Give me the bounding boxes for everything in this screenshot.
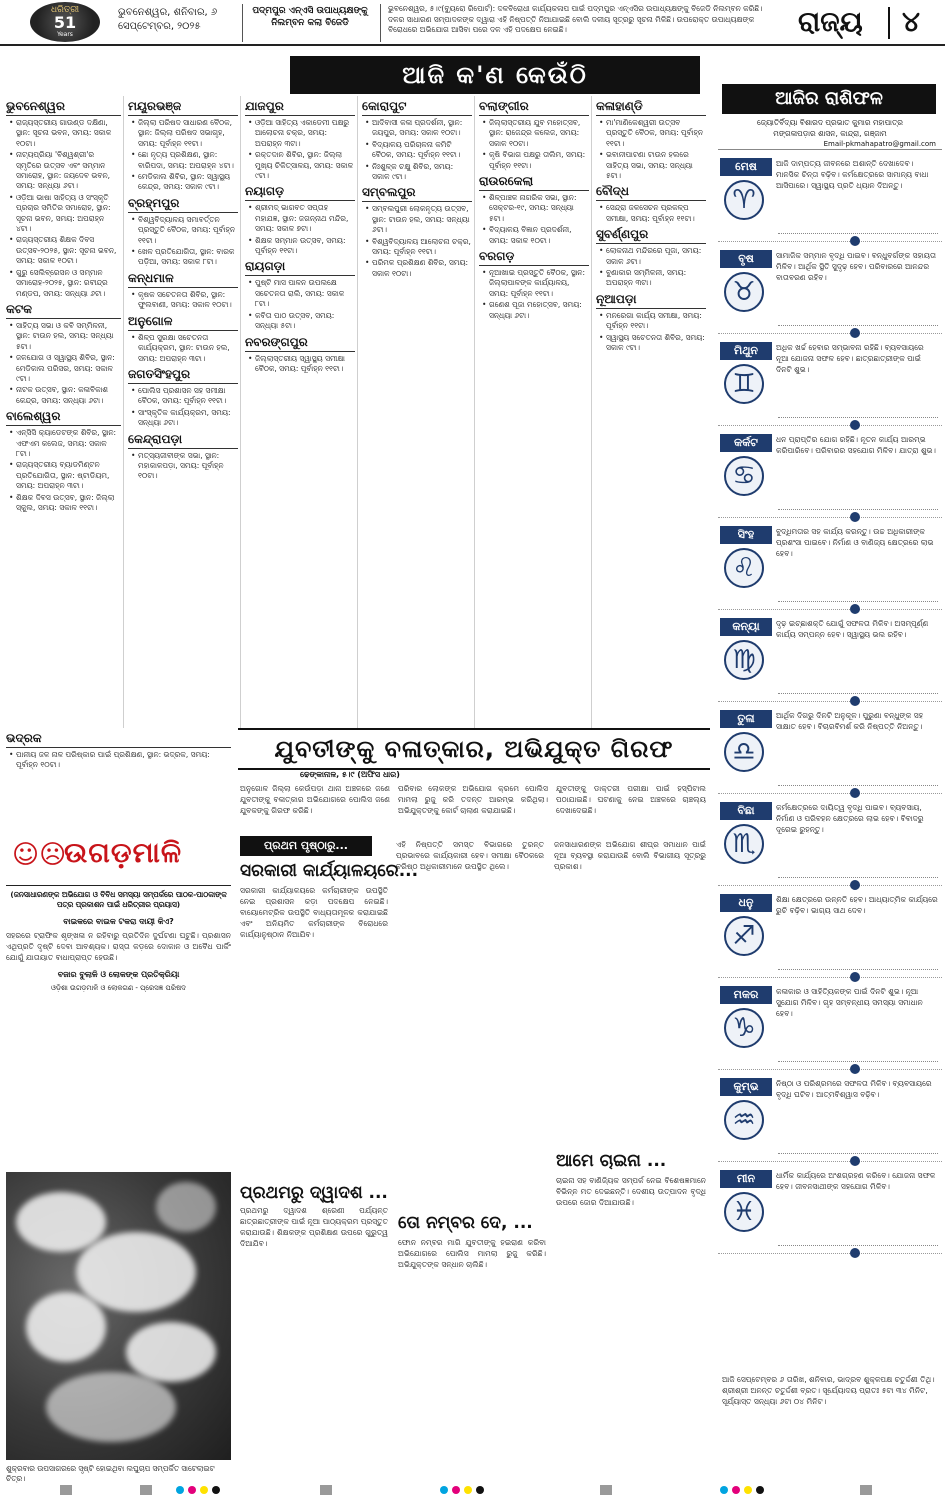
event-item: • ସାଂସ୍କୃତିକ କାର୍ଯ୍ୟକ୍ରମ, ସମୟ: ସନ୍ଧ୍ୟା ୬ଟା। xyxy=(131,408,238,429)
horoscope-sign xyxy=(718,886,942,978)
registration-dot xyxy=(720,1486,728,1494)
sign-prediction: ଧାର୍ମିକ କାର୍ଯ୍ୟରେ ଅଂଶଗ୍ରହଣ କରିବେ। ଯୋଜନା ସଫଳ ହେବ। ଜୀବନସାଥୀଙ୍କ ସହଯୋଗ ମିଳିବ। xyxy=(776,1171,936,1191)
event-item: • କୃଷି ବିଭାଗ ପକ୍ଷରୁ ତାଲିମ, ସମୟ: ପୂର୍ବାହ୍ନ ୧୧ଟା। xyxy=(482,150,589,171)
sign-name: ସିଂହ xyxy=(720,526,772,544)
registration-dot xyxy=(200,1486,208,1494)
zodiac-icon: ♍ xyxy=(724,640,764,680)
registration-dot xyxy=(176,1486,184,1494)
letter-question: ବାଇକରେ ବାଇକ ଟକରା ଦାୟୀ କିଏ? xyxy=(63,917,174,926)
registration-swatch xyxy=(600,1485,612,1495)
event-item: • ଏନ୍‌ସିସି କ୍ୟାଡେଟଙ୍କ ଶିବିର, ସ୍ଥାନ: ଏଫଏମ କଲେଜ, ସମୟ: ସକାଳ ୮ଟା। xyxy=(9,428,121,459)
event-item: • ରକ୍ତଦାନ ଶିବିର, ସ୍ଥାନ: ଜିଲ୍ଲା ମୁଖ୍ୟ ଚିକିତ୍ସାଳୟ, ସମୟ: ସକାଳ ୯ଟା। xyxy=(248,150,355,181)
event-item: • ମନରେଗା କାର୍ଯ୍ୟ ସମୀକ୍ଷା, ସମୟ: ପୂର୍ବାହ୍ନ ୧୧ଟା। xyxy=(599,311,706,332)
story-text: ଚାଇନା ସହ ବାଣିଜ୍ୟିକ ସମ୍ପର୍କ ନେଇ ବିଶେଷଜ୍ଞମାନେ ବିଭିନ୍ନ ମତ ଦେଇଛନ୍ତି। ଦେଶୀୟ ଉତ୍ପାଦନ ବୃଦ୍ଧି ଉପରେ ଜୋର ଦିଆଯାଉଛି। xyxy=(556,1176,706,1207)
event-item: • ମା'ମାଣିକେଶ୍ୱରୀ ଉତ୍ସବ ପ୍ରସ୍ତୁତି ବୈଠକ, ସମୟ: ପୂର୍ବାହ୍ନ ୧୧ଟା। xyxy=(599,118,706,149)
event-item: • ଖେଳ ପ୍ରତିଯୋଗିତା, ସ୍ଥାନ: ବାରକ ପଡ଼ିଆ, ସମୟ: ସକାଳ ୮ଟା। xyxy=(131,247,238,268)
anniversary-logo xyxy=(30,2,100,42)
bhadrak-events xyxy=(6,728,231,772)
event-item: • ନୂଆଖାଇ ପ୍ରସ୍ତୁତି ବୈଠକ, ସ୍ଥାନ: ଜିଲ୍ଲାପାଳଙ୍କ କାର୍ଯ୍ୟାଳୟ, ସମୟ: ପୂର୍ବାହ୍ନ ୧୧ଟା। xyxy=(482,268,589,299)
event-item: • କୃଷକ ସଚେତନତା ଶିବିର, ସ୍ଥାନ: ଫୁଲବାଣୀ, ସମୟ: ସକାଳ ୧୦ଟା। xyxy=(131,290,238,311)
registration-swatch xyxy=(320,1485,332,1495)
zodiac-icon: ♒ xyxy=(724,1100,764,1140)
event-item: • ଓଡ଼ିଆ ସାହିତ୍ୟ ଏକାଡେମୀ ପକ୍ଷରୁ ଆଲୋଚନା ଚକ୍ର, ସମୟ: ଅପରାହ୍ନ ୩ଟା। xyxy=(248,118,355,149)
city-heading: ରାୟଗଡ଼ା xyxy=(245,259,355,276)
event-item: • ମେଡିକାଲ ଶିବିର, ସ୍ଥାନ: ସ୍ୱାସ୍ଥ୍ୟ କେନ୍ଦ୍ର, ସମୟ: ସକାଳ ୯ଟା। xyxy=(131,172,238,193)
horoscope-sign xyxy=(718,610,942,702)
registration-dot xyxy=(744,1486,752,1494)
sign-prediction: ଶିକ୍ଷା କ୍ଷେତ୍ରରେ ଉନ୍ନତି ହେବ। ଆଧ୍ୟାତ୍ମିକ କାର୍ଯ୍ୟରେ ରୁଚି ବଢ଼ିବ। ଭାଗ୍ୟ ସାଥ ଦେବ। xyxy=(776,895,938,915)
story-heading[interactable]: ଆମେ ଚାଇନା ... xyxy=(556,1151,667,1171)
story-heading[interactable]: ସରକାରୀ କାର୍ଯ୍ୟାଳୟରେ... xyxy=(240,861,419,881)
horoscope-title: ଆଜିର ରାଶିଫଳ xyxy=(722,84,936,114)
zodiac-icon: ♑ xyxy=(724,1008,764,1048)
event-item: • ଶିଳ୍ପ ସୁରକ୍ଷା ସଚେତନତା କାର୍ଯ୍ୟକ୍ରମ, ସ୍ଥାନ: ଟାଉନ ହଲ, ସମୟ: ଅପରାହ୍ନ ୩ଟା। xyxy=(131,333,238,364)
divider xyxy=(380,4,381,42)
sign-prediction: ସାମାଜିକ ସମ୍ମାନ ବୃଦ୍ଧି ପାଇବ। ବନ୍ଧୁବର୍ଗଙ୍କ ସହାୟତା ମିଳିବ। ଆର୍ଥିକ ସ୍ଥିତି ସୁଦୃଢ଼ ହେବ। ପରିବାରରେ ଆନନ୍ଦର ବାତାବରଣ ରହିବ। xyxy=(776,251,937,282)
event-item: • ଜଳଯୋଗ ଓ ସ୍ୱାସ୍ଥ୍ୟ ଶିବିର, ସ୍ଥାନ: ମେଡିକାଲ ପରିସର, ସମୟ: ସକାଳ ୯ଟା। xyxy=(9,353,121,384)
city-heading: ନୂଆପଡ଼ା xyxy=(596,292,706,309)
event-item: • ନିଃଶୁଳ୍କ ଚକ୍ଷୁ ଶିବିର, ସମୟ: ସକାଳ ୯ଟା। xyxy=(365,162,472,183)
city-heading: ବୌଦ୍ଧ xyxy=(596,184,706,201)
promo-headline[interactable]: ପଦ୍ମପୁର ଏନ୍‌ଏସି ଉପାଧ୍ୟକ୍ଷଙ୍କୁ ନିଲମ୍ବନ କଲା ବିଜେଡି xyxy=(252,6,368,28)
story-text: ସରକାରୀ କାର୍ଯ୍ୟାଳୟରେ କର୍ମଚାରୀଙ୍କ ଉପସ୍ଥିତି ନେଇ ପ୍ରଶାସନ କଡ଼ା ପଦକ୍ଷେପ ନେଇଛି। ବାୟୋମେଟ୍ରିକ ଉପସ୍ଥିତି ବାଧ୍ୟତାମୂଳକ କରାଯାଇଛି ଏବଂ ଅନିୟମିତ କର୍ମଚାରୀଙ୍କ ବିରୋଧରେ କାର୍ଯ୍ୟାନୁଷ୍ଠାନ ନିଆଯିବ। xyxy=(240,886,388,939)
event-item: • ରାଜ୍ୟସ୍ତରୀୟ ଗାଉଣ୍ଡ ଦକ୍ଷିଣା, ସ୍ଥାନ: ସୂଚନା ଭବନ, ସମୟ: ସକାଳ ୧୦ଟା। xyxy=(9,118,121,149)
event-item: • ଶିଳ୍ପାଞ୍ଚଳ ନାଗରିକ ସଭା, ସ୍ଥାନ: ସେକ୍ଟର-୧୯, ସମୟ: ସନ୍ଧ୍ୟା ୫ଟା। xyxy=(482,193,589,224)
cartoon-faces-icon: ☺☹ xyxy=(12,840,67,870)
reader-letters-subtitle: (ଜନସାଧାରଣଙ୍କ ଅଭିଯୋଗ ଓ ବିବିଧ ସମସ୍ୟା ସମ୍ପର୍କରେ ପାଠକ-ପାଠକାଙ୍କ ପତ୍ର ପ୍ରକାଶନ ପାଇଁ ଧରିତ୍ରୀର ପ୍ରୟାସ) xyxy=(10,890,227,909)
event-item: • ବିଦ୍ୟାଳୟ ପରିଚାଳନା କମିଟି ବୈଠକ, ସମୟ: ପୂର୍ବାହ୍ନ ୧୧ଟା। xyxy=(365,140,472,161)
horoscope-signs xyxy=(718,150,942,1254)
horoscope-panel xyxy=(718,84,942,1497)
sign-prediction: ଅଧିକ ଖର୍ଚ୍ଚ ହେବାର ସମ୍ଭାବନା ରହିଛି। ବ୍ୟବସାୟରେ ନୂଆ ଯୋଜନା ସଫଳ ହେବ। ଛାତ୍ରଛାତ୍ରୀଙ୍କ ପାଇଁ ଦିନଟି ଶୁଭ। xyxy=(776,343,924,374)
event-item: • ରାଜ୍ୟସ୍ତରୀୟ ଶିକ୍ଷକ ଦିବସ ଉତ୍ସବ-୨୦୨୫, ସ୍ଥାନ: ସୂଚନା ଭବନ, ସମୟ: ସକାଳ ୧୦ଟା। xyxy=(9,235,121,266)
city-heading: କଳାହାଣ୍ଡି xyxy=(596,99,706,116)
event-item: • ପୋଲିସ ପ୍ରଶାସନ ସହ ସମୀକ୍ଷା ବୈଠକ, ସମୟ: ପୂର୍ବାହ୍ନ ୧୧ଟା। xyxy=(131,386,238,407)
city-heading: ସୁବର୍ଣ୍ଣପୁର xyxy=(596,227,706,244)
horoscope-sign xyxy=(718,1162,942,1254)
registration-dot xyxy=(464,1486,472,1494)
sign-name: କର୍କଟ xyxy=(720,434,772,452)
sign-name: ବୃଷ xyxy=(720,250,772,268)
sign-prediction: କଳାକାର ଓ ସାହିତ୍ୟିକଙ୍କ ପାଇଁ ଦିନଟି ଶୁଭ। ନୂଆ ସୁଯୋଗ ମିଳିବ। ଗୃହ ସମ୍ବନ୍ଧୀୟ ସମସ୍ୟା ସମାଧାନ ହେବ। xyxy=(776,987,923,1018)
events-column xyxy=(240,96,355,728)
registration-dot xyxy=(440,1486,448,1494)
registration-swatch xyxy=(860,1485,872,1495)
section-label xyxy=(790,3,940,43)
event-item: • ଗୁରୁ ସେଲିବ୍ରେସନ ଓ ସମ୍ମାନ ସମାରୋହ-୨୦୨୫, ସ୍ଥାନ: ରବୀନ୍ଦ୍ର ମଣ୍ଡପ, ସମୟ: ସନ୍ଧ୍ୟା ୬ଟା। xyxy=(9,268,121,299)
event-item: • ଶିକ୍ଷକ ସମ୍ମାନ ଉତ୍ସବ, ସମୟ: ପୂର୍ବାହ୍ନ ୧୧ଟା। xyxy=(248,236,355,257)
city-heading: କୋରାପୁଟ xyxy=(362,99,472,116)
sign-name: ତୁଳା xyxy=(720,710,772,728)
event-item: • ବୁଣାକାର ସମ୍ମିଳନୀ, ସମୟ: ଅପରାହ୍ନ ୩ଟା। xyxy=(599,268,706,289)
city-heading: କଟକ xyxy=(6,302,121,319)
astrologer-name: ଜ୍ୟୋତିର୍ବିଦ୍ୟା ବିଶାରଦ ପ୍ରଭାତ କୁମାର ମହାପାତ୍ର xyxy=(757,118,903,127)
registration-dot xyxy=(476,1486,484,1494)
events-column xyxy=(123,96,238,728)
zodiac-icon: ♊ xyxy=(724,364,764,404)
city-heading: ବାଲେଶ୍ୱର xyxy=(6,409,121,426)
city-heading: ସମ୍ବଲପୁର xyxy=(362,185,472,202)
event-item: • ଛୋ ନୃତ୍ୟ ପ୍ରଶିକ୍ଷଣ, ସ୍ଥାନ: ବାରିପଦା, ସମୟ: ଅପରାହ୍ନ ୪ଟା। xyxy=(131,150,238,171)
brand-name: ଧରିତ୍ରୀ xyxy=(50,5,80,15)
sign-prediction: ଆଜି ଦାମ୍ପତ୍ୟ ଜୀବନରେ ଅଶାନ୍ତି ଦେଖାଦେବ। ମାନସିକ ଚିନ୍ତା ବଢ଼ିବ। କର୍ମକ୍ଷେତ୍ରରେ ସାମାନ୍ୟ ବାଧା ଆସିପାରେ। ସ୍ୱାସ୍ଥ୍ୟ ପ୍ରତି ଧ୍ୟାନ ଦିଅନ୍ତୁ। xyxy=(776,159,929,190)
cloud-mass xyxy=(156,1182,216,1232)
registration-dot xyxy=(188,1486,196,1494)
satellite-caption: ଶୁକ୍ରବାର ଉପସାଗରରେ ସୃଷ୍ଟି ହୋଇଥିବା ଲଘୁଚାପ ସମ୍ପର୍କିତ ସାଟେଲାଇଟ ଚିତ୍ର। xyxy=(6,1464,215,1483)
event-item: • ଶିକ୍ଷକ ଦିବସ ଉତ୍ସବ, ସ୍ଥାନ: ଜିଲ୍ଲା ସ୍କୁଲ, ସମୟ: ସକାଳ ୧୧ଟା। xyxy=(9,493,121,514)
sign-name: ମୀନ xyxy=(720,1170,772,1188)
event-item: • ମତ୍ସ୍ୟଜୀବୀଙ୍କ ସଭା, ସ୍ଥାନ: ମହାକାଳପଡ଼ା, ସମୟ: ପୂର୍ବାହ୍ନ ୧୦ଟା। xyxy=(131,451,238,482)
city-heading: ରାଉରକେଲା xyxy=(479,174,589,191)
events-column xyxy=(357,96,472,728)
city-heading: କନ୍ଧମାଳ xyxy=(128,271,238,288)
sign-name: ମିଥୁନ xyxy=(720,342,772,360)
zodiac-icon: ♌ xyxy=(724,548,764,588)
sign-prediction: ନିଷ୍ଠା ଓ ପରିଶ୍ରମରେ ସଫଳତା ମିଳିବ। ବ୍ୟବସାୟରେ ବୃଦ୍ଧି ଘଟିବ। ଆତ୍ମବିଶ୍ୱାସ ବଢ଼ିବ। xyxy=(776,1079,932,1099)
story-text: ଏହି ନିଷ୍ପତ୍ତି ସମସ୍ତ ବିଭାଗରେ ତୁରନ୍ତ ପ୍ରଭାବରେ କାର୍ଯ୍ୟକାରୀ ହେବ। ସମୀକ୍ଷା ବୈଠକରେ ବରିଷ୍ଠ ଅଧିକାରୀମାନେ ଉପସ୍ଥିତ ଥିଲେ। xyxy=(396,840,544,871)
letter-source: ଓଡ଼ିଶା ଉଗଡ଼ମାଳି ଓ ଲୋକଗଣ - ପ୍ରେସଜ୍ଞ ପରିଷଦ xyxy=(51,984,186,993)
astrologer-email[interactable]: Email-pkmahapatro@gmail.com xyxy=(718,139,942,150)
reader-letters-logo: ଉଗଡ଼ମାଳି xyxy=(64,836,183,869)
continued-tag: ପ୍ରଥମ ପୃଷ୍ଠାରୁ... xyxy=(240,836,372,856)
zodiac-icon: ♏ xyxy=(724,824,764,864)
letter-body: ସହରରେ ଟ୍ରାଫିକ ଶୃଙ୍ଖଳା ନ ରହିବାରୁ ପ୍ରତିଦିନ ଦୁର୍ଘଟଣା ଘଟୁଛି। ପ୍ରଶାସନ ଏଥିପ୍ରତି ଦୃଷ୍ଟି ଦେବା ଆବଶ୍ୟକ। ରାସ୍ତା କଡ଼ରେ ଦୋକାନ ଓ ଅବୈଧ ପାର୍କିଂ ଯୋଗୁଁ ଯାତାୟାତ ବାଧାପ୍ରାପ୍ତ ହେଉଛି। xyxy=(6,931,231,962)
city-heading: ମୟୂରଭଞ୍ଜ xyxy=(128,99,238,116)
sign-name: ମକର xyxy=(720,986,772,1004)
sign-prediction: ଧନ ପ୍ରାପ୍ତିର ଯୋଗ ରହିଛି। ନୂତନ କାର୍ଯ୍ୟ ଆରମ୍ଭ କରିପାରିବେ। ପରିବାରର ସହଯୋଗ ମିଳିବ। ଯାତ୍ରା ଶୁଭ। xyxy=(776,435,936,455)
cloud-mass xyxy=(26,1292,106,1362)
cloud-mass xyxy=(126,1322,216,1382)
horoscope-sign xyxy=(718,426,942,518)
divider xyxy=(888,7,890,39)
registration-swatch xyxy=(60,1485,72,1495)
horoscope-sign xyxy=(718,518,942,610)
event-item: • ବିଦ୍ୟାଳୟ ବିଜ୍ଞାନ ପ୍ରଦର୍ଶନୀ, ସମୟ: ସକାଳ ୧୦ଟା। xyxy=(482,225,589,246)
reader-letters-box xyxy=(6,828,231,1168)
city-heading: ଯାଜପୁର xyxy=(245,99,355,116)
story-text: ଯୁବତୀଙ୍କୁ ଡାକ୍ତରୀ ପରୀକ୍ଷା ପାଇଁ ହସ୍ପିଟାଲ ପଠାଯାଇଛି। ଘଟଣାକୁ ନେଇ ଅଞ୍ଚଳରେ ଚାଞ୍ଚଲ୍ୟ ଦେଖାଦେଇଛି। xyxy=(556,784,706,815)
sign-name: ବିଛା xyxy=(720,802,772,820)
event-item: • ଗଣେଶ ପୂଜା ମହୋତ୍ସବ, ସମୟ: ସନ୍ଧ୍ୟା ୬ଟା। xyxy=(482,300,589,321)
sign-prediction: କର୍ମକ୍ଷେତ୍ରରେ ଦାୟିତ୍ୱ ବୃଦ୍ଧି ପାଇବ। ବ୍ୟବସାୟ, ନିର୍ମାଣ ଓ ପରିବହନ କ୍ଷେତ୍ରରେ ଲାଭ ହେବ। ବିବାଦରୁ ଦୂରେଇ ରୁହନ୍ତୁ। xyxy=(776,803,924,834)
event-item: • ଶ୍ରୀମଦ୍ ଭାଗବତ ସପ୍ତାହ ମହାଯଜ୍ଞ, ସ୍ଥାନ: ଜଗନ୍ନାଥ ମନ୍ଦିର, ସମୟ: ସକାଳ ୭ଟା। xyxy=(248,203,355,234)
horoscope-sign xyxy=(718,978,942,1070)
satellite-image xyxy=(6,1172,231,1460)
event-item: • କବିତା ପାଠ ଉତ୍ସବ, ସମୟ: ସନ୍ଧ୍ୟା ୫ଟା। xyxy=(248,311,355,332)
event-item: • ନାଟକ ଉତ୍ସବ, ସ୍ଥାନ: କଳାବିକାଶ କେନ୍ଦ୍ର, ସମୟ: ସନ୍ଧ୍ୟା ୬ଟା। xyxy=(9,385,121,406)
story-text: ଅନୁଗୋଳ ଜିଲ୍ଲା କେଉଁପଡ଼ା ଥାନା ଅଞ୍ଚଳରେ ଜଣେ ଯୁବତୀଙ୍କୁ ବଳାତ୍କାର ଅଭିଯୋଗରେ ପୋଲିସ ଜଣେ ଯୁବକଙ୍କୁ ଗିରଫ କରିଛି। xyxy=(240,784,390,815)
event-item: • ରାଜ୍ୟସ୍ତରୀୟ ବ୍ୟାଡମିଣ୍ଟନ ପ୍ରତିଯୋଗିତା, ସ୍ଥାନ: ଷ୍ଟାଡିୟମ, ସମୟ: ଅପରାହ୍ନ ୩ଟା। xyxy=(9,460,121,491)
events-column xyxy=(6,96,121,728)
zodiac-icon: ♓ xyxy=(724,1192,764,1232)
letter-signature: ବଜାର ବୁଲାଳି ଓ ଲୋକଙ୍କ ପ୍ରତିକ୍ରିୟା xyxy=(57,970,180,980)
sign-name: ଧନୁ xyxy=(720,894,772,912)
horoscope-sign xyxy=(718,1070,942,1162)
event-item: • ଜିଲ୍ଲାସ୍ତରୀୟ ଯୁବ ମହୋତ୍ସବ, ସ୍ଥାନ: ରାଜେନ୍ଦ୍ର କଲେଜ, ସମୟ: ସକାଳ ୧୦ଟା। xyxy=(482,118,589,149)
city-heading: ନବରଙ୍ଗପୁର xyxy=(245,335,355,352)
events-column xyxy=(474,96,589,728)
event-item: • ପାନୀୟ ଜଳ ନାଳ ପରିଷ୍କାର ପାଇଁ ପ୍ରଶିକ୍ଷଣ, ସ୍ଥାନ: ଭଦ୍ରକ, ସମୟ: ପୂର୍ବାହ୍ନ ୧୦ଟା। xyxy=(9,750,231,771)
zodiac-icon: ♋ xyxy=(724,456,764,496)
event-item: • ସମ୍ବଲପୁରୀ ଲୋକନୃତ୍ୟ ଉତ୍ସବ, ସ୍ଥାନ: ଟାଉନ ହଲ, ସମୟ: ସନ୍ଧ୍ୟା ୬ଟା। xyxy=(365,204,472,235)
zodiac-icon: ♎ xyxy=(724,732,764,772)
story-text: ଜନସାଧାରଣଙ୍କ ଅଭିଯୋଗ ଶୀଘ୍ର ସମାଧାନ ପାଇଁ ନୂଆ ବ୍ୟବସ୍ଥା କରାଯାଉଛି ବୋଲି ବିଭାଗୀୟ ସୂତ୍ରରୁ ପ୍ରକାଶ। xyxy=(554,840,706,871)
city-heading: ବରଗଡ଼ xyxy=(479,249,589,266)
top-news-brief: ଭୁବନେଶ୍ୱର, ୫।୯(ବ୍ୟୁରୋ ରିପୋର୍ଟ): ଦଳବିରୋଧୀ କାର୍ଯ୍ୟକଳାପ ପାଇଁ ପଦ୍ମପୁର ଏନ୍‌ଏସିର ଉପାଧ୍ୟକ୍ଷଙ୍କୁ ବିଜେଡି ନିଲମ୍ବନ କରିଛି। ଦଳର ସାଧାରଣ ସମ୍ପାଦକଙ୍କ ଦ୍ୱାରା ଏହି ନିଷ୍ପତ୍ତି ନିଆଯାଇଛି ବୋଲି ଦଳୀୟ ସୂତ୍ରରୁ ସୂଚନା ମିଳିଛି। ଉପରୋକ୍ତ ଉପାଧ୍ୟକ୍ଷଙ୍କ ବିରୋଧରେ ଅଭିଯୋଗ ଆସିବା ପରେ ଦଳ ଏହି ପଦକ୍ଷେପ ନେଇଛି। xyxy=(388,4,763,34)
event-item: • ପୁଷ୍ଟି ମାସ ପାଳନ ଉପଲକ୍ଷେ ସଚେତନତା ରାଲି, ସମୟ: ସକାଳ ୮ଟା। xyxy=(248,278,355,309)
event-item: • ଜିଲ୍ଲାସ୍ତରୀୟ ସ୍ୱାସ୍ଥ୍ୟ ସମୀକ୍ଷା ବୈଠକ, ସମୟ: ପୂର୍ବାହ୍ନ ୧୧ଟା। xyxy=(248,354,355,375)
print-registration-marks xyxy=(0,1483,945,1497)
story-heading[interactable]: ପ୍ରଥମରୁ ଦ୍ୱାଦଶ ... xyxy=(240,1183,388,1203)
anniversary-years: Years xyxy=(57,31,73,38)
registration-dot xyxy=(756,1486,764,1494)
city-heading: ଅନୁଗୋଳ xyxy=(128,314,238,331)
page-number: ୪ xyxy=(902,5,920,38)
event-item: • ଭବାନୀପାଟଣା ଟାଉନ ହଲରେ ସାହିତ୍ୟ ସଭା, ସମୟ: ସନ୍ଧ୍ୟା ୫ଟା। xyxy=(599,150,706,181)
sign-prediction: ଦୃଢ଼ ଇଚ୍ଛାଶକ୍ତି ଯୋଗୁଁ ସଫଳତା ମିଳିବ। ଅସମ୍ପୂର୍ଣ୍ଣ କାର୍ଯ୍ୟ ସମ୍ପନ୍ନ ହେବ। ସ୍ୱାସ୍ଥ୍ୟ ଭଲ ରହିବ। xyxy=(776,619,929,639)
almanac-text: ଆଜି ସେପ୍ଟେମ୍ବର ୬ ତାରିଖ, ଶନିବାର, ଭାଦ୍ରବ ଶୁକ୍ଳପକ୍ଷ ଚତୁର୍ଦ୍ଦଶୀ ତିଥି। ଶ୍ରୀଶ୍ରୀ ଅନନ୍ତ ଚତୁର୍ଦ୍ଦଶୀ ବ୍ରତ। ସୂର୍ଯ୍ୟୋଦୟ ପ୍ରାତଃ ୫ଟା ୩୪ ମିନିଟ, ସୂର୍ଯ୍ୟାସ୍ତ ସନ୍ଧ୍ୟା ୬ଟା ୦୪ ମିନିଟ। xyxy=(722,1375,935,1406)
cloud-mass xyxy=(46,1372,176,1442)
horoscope-sign xyxy=(718,334,942,426)
main-headline[interactable]: ଯୁବତୀଙ୍କୁ ବଳାତ୍କାର, ଅଭିଯୁକ୍ତ ଗିରଫ xyxy=(274,735,674,763)
city-heading: ବ୍ରହ୍ମପୁର xyxy=(128,196,238,213)
dateline: ଭୁବନେଶ୍ୱର, ଶନିବାର, ୬ ସେପ୍ଟେମ୍ବର, ୨୦୨୫ xyxy=(118,7,218,32)
registration-swatch xyxy=(140,1485,152,1495)
event-item: • ଓଡ଼ିଆ ଭାଷା ସାହିତ୍ୟ ଓ ସଂସ୍କୃତି ପ୍ରଚାର ସମିତିର ସମାରୋହ, ସ୍ଥାନ: ସୂଚନା ଭବନ, ସମୟ: ଅପରାହ୍ନ ୪ଟା। xyxy=(9,193,121,235)
registration-dot xyxy=(212,1486,220,1494)
horoscope-sign xyxy=(718,794,942,886)
event-item: • ଜିଲ୍ଲା ପରିଷଦ ସାଧାରଣ ବୈଠକ, ସ୍ଥାନ: ଜିଲ୍ଲା ପରିଷଦ ସଭାଗୃହ, ସମୟ: ପୂର୍ବାହ୍ନ ୧୧ଟା। xyxy=(131,118,238,149)
sign-name: କନ୍ୟା xyxy=(720,618,772,636)
event-item: • ବିଶ୍ୱବିଦ୍ୟାଳୟ ସମାବର୍ତ୍ତନ ପ୍ରସ୍ତୁତି ବୈଠକ, ସମୟ: ପୂର୍ବାହ୍ନ ୧୧ଟା। xyxy=(131,215,238,246)
story-text: ପ୍ରଥମରୁ ଦ୍ୱାଦଶ ଶ୍ରେଣୀ ପର୍ଯ୍ୟନ୍ତ ଛାତ୍ରଛାତ୍ରୀଙ୍କ ପାଇଁ ନୂଆ ପାଠ୍ୟକ୍ରମ ପ୍ରସ୍ତୁତ କରାଯାଉଛି। ଶିକ୍ଷକଙ୍କ ପ୍ରଶିକ୍ଷଣ ଉପରେ ଗୁରୁତ୍ୱ ଦିଆଯିବ। xyxy=(240,1206,388,1248)
zodiac-icon: ♐ xyxy=(724,916,764,956)
astrologer-address: ମଙ୍ଗଳାପଡ଼ାର ଶାସନ, କାନ୍ଦ୍ରା, ଗଞ୍ଜାମ xyxy=(773,129,887,138)
divider xyxy=(242,4,243,42)
city-heading: ଭୁବନେଶ୍ୱର xyxy=(6,99,121,116)
masthead xyxy=(0,0,945,46)
zodiac-icon: ♉ xyxy=(724,272,764,312)
events-column xyxy=(591,96,706,728)
sign-prediction: ଆର୍ଥିକ ଦିଗରୁ ଦିନଟି ଅନୁକୂଳ। ପୁରୁଣା ବନ୍ଧୁଙ୍କ ସହ ସାକ୍ଷାତ ହେବ। ବିଚାରବିମର୍ଶ କରି ନିଷ୍ପତ୍ତି ନିଅନ୍ତୁ। xyxy=(776,711,924,731)
event-item: • ପରିମଳ ପ୍ରଶିକ୍ଷଣ ଶିବିର, ସମୟ: ସକାଳ ୧୦ଟା। xyxy=(365,258,472,279)
zodiac-icon: ♈ xyxy=(724,180,764,220)
section-name: ରାଜ୍ୟ xyxy=(798,5,863,38)
story-text: ପରିବାର ଲୋକଙ୍କ ଅଭିଯୋଗ କ୍ରମେ ପୋଲିସ ମାମଲା ରୁଜୁ କରି ତଦନ୍ତ ଆରମ୍ଭ କରିଥିଲା। ଅଭିଯୁକ୍ତଙ୍କୁ କୋର୍ଟ ଚାଲାଣ କରାଯାଇଛି। xyxy=(398,784,548,815)
sign-name: କୁମ୍ଭ xyxy=(720,1078,772,1096)
sign-prediction: ବୁଦ୍ଧିମତାର ସହ କାର୍ଯ୍ୟ କରନ୍ତୁ। ଉଚ୍ଚ ଅଧିକାରୀଙ୍କ ପ୍ରଶଂସା ପାଇବେ। ନିର୍ମାଣ ଓ ବାଣିଜ୍ୟ କ୍ଷେତ୍ରରେ ଲାଭ ହେବ। xyxy=(776,527,934,558)
story-dateline: ଢେଙ୍କାନାଳ, ୫।୯ (ଅଫିସ ଧାର) xyxy=(300,770,400,779)
divider-pin-icon xyxy=(850,1248,860,1258)
registration-dot xyxy=(452,1486,460,1494)
city-heading: କେନ୍ଦ୍ରାପଡ଼ା xyxy=(128,432,238,449)
event-item: • ସ୍ୱାସ୍ଥ୍ୟ ସଚେତନତା ଶିବିର, ସମୟ: ସକାଳ ୯ଟା। xyxy=(599,333,706,354)
event-item: • ସାହିତ୍ୟ ସଭା ଓ କବି ସମ୍ମିଳନୀ, ସ୍ଥାନ: ଟାଉନ ହଲ, ସମୟ: ସନ୍ଧ୍ୟା ୫ଟା। xyxy=(9,321,121,352)
horoscope-sign xyxy=(718,702,942,794)
event-item: • ଆଦିବାସୀ କଳା ପ୍ରଦର୍ଶନୀ, ସ୍ଥାନ: ଜୟପୁର, ସମୟ: ସକାଳ ୧୦ଟା। xyxy=(365,118,472,139)
registration-dot xyxy=(732,1486,740,1494)
event-item: • ବିଶ୍ୱବିଦ୍ୟାଳୟ ଆଲୋଚନା ଚକ୍ର, ସମୟ: ପୂର୍ବାହ୍ନ ୧୧ଟା। xyxy=(365,237,472,258)
sign-name: ମେଷ xyxy=(720,158,772,176)
event-item: • ନାଟ୍ୟପ୍ରିୟା 'ବିଶ୍ୱଶ୍ରୀ'ର ସ୍ମୃତିରେ ଉତ୍ସବ ଏବଂ ସମ୍ମାନ ସମାରୋହ, ସ୍ଥାନ: ଜୟଦେବ ଭବନ, ସମୟ: ସନ୍ଧ୍ୟା ୬ଟା। xyxy=(9,150,121,192)
story-heading[interactable]: ତୋ ନମ୍ବର ଦେ, ... xyxy=(398,1213,533,1233)
city-heading: ଜଗତସିଂହପୁର xyxy=(128,367,238,384)
event-item: • ଲୋକନାଥ ମନ୍ଦିରରେ ପୂଜା, ସମୟ: ସକାଳ ୬ଟା। xyxy=(599,246,706,267)
horoscope-sign xyxy=(718,150,942,242)
city-heading: ବଲାଙ୍ଗୀର xyxy=(479,99,589,116)
cloud-mass xyxy=(76,1232,196,1312)
reader-letters-header xyxy=(6,828,231,886)
city-heading: ଭଦ୍ରକ xyxy=(6,731,231,748)
city-heading: ନୟାଗଡ଼ xyxy=(245,184,355,201)
event-item: • ସେନ୍ଦ୍ରା ଜଳସେଚନ ପ୍ରକଳ୍ପ ସମୀକ୍ଷା, ସମୟ: ପୂର୍ବାହ୍ନ ୧୧ଟା। xyxy=(599,203,706,224)
events-listing xyxy=(6,96,711,728)
events-banner: ଆଜି କ'ଣ କେଉଁଠି xyxy=(290,56,700,94)
horoscope-sign xyxy=(718,242,942,334)
story-text: ଫୋନ ନମ୍ବର ମାଗି ଯୁବତୀଙ୍କୁ ହଇରାଣ କରିବା ଅଭିଯୋଗରେ ପୋଲିସ ମାମଲା ରୁଜୁ କରିଛି। ଅଭିଯୁକ୍ତଙ୍କ ସନ୍ଧାନ ଚାଲିଛି। xyxy=(398,1238,546,1269)
anniversary-number: 51 xyxy=(53,13,77,32)
